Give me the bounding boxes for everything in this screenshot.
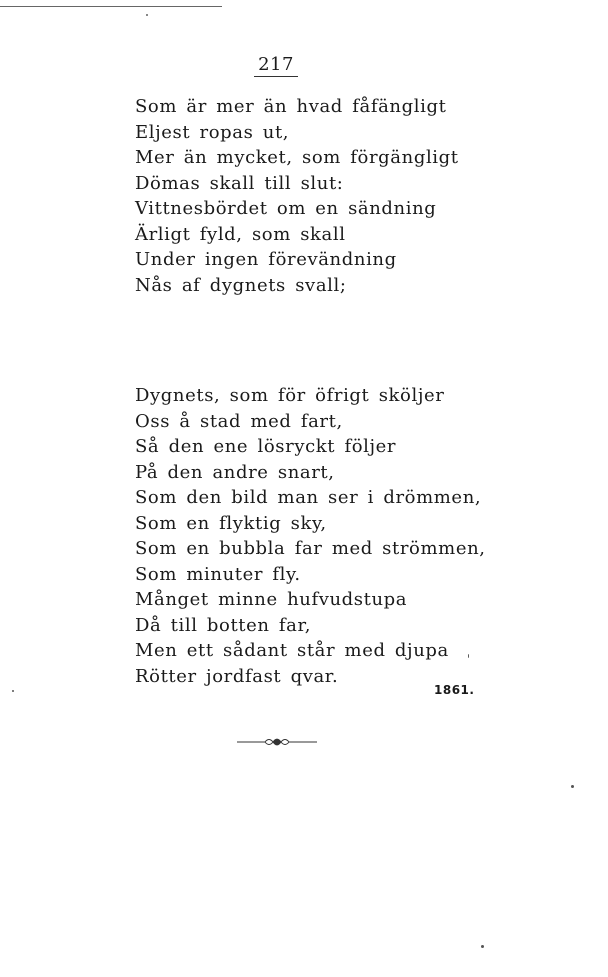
verse-line: Som den bild man ser i drömmen,	[135, 487, 482, 508]
verse-line: Eljest ropas ut,	[135, 121, 290, 143]
verse-line: Månget minne hufvudstupa	[135, 589, 408, 610]
stanza-2	[135, 383, 486, 689]
ink-speck	[12, 690, 14, 692]
ink-speck	[146, 14, 148, 16]
verse-line: Ärligt fyld, som skall	[135, 223, 346, 245]
verse-line: Dömas skall till slut:	[135, 172, 344, 194]
verse-line: Mer än mycket, som förgängligt	[135, 147, 459, 168]
verse-line: Rötter jordfast qvar.	[135, 665, 339, 687]
verse-line: Som är mer än hvad fåfängligt	[135, 96, 447, 117]
page-number: 217	[258, 54, 294, 75]
ink-speck	[571, 785, 574, 788]
verse-line: Men ett sådant står med djupa	[135, 640, 449, 661]
top-edge-rule	[0, 6, 222, 7]
poem-date: 1861.	[434, 683, 475, 697]
page-number-underline	[254, 76, 298, 77]
verse-line: Dygnets, som för öfrigt sköljer	[135, 385, 445, 406]
fleuron-icon	[237, 734, 317, 750]
verse-line: Nås af dygnets svall;	[135, 274, 347, 296]
ink-speck	[468, 654, 469, 658]
verse-line: Som minuter fly.	[135, 563, 301, 585]
verse-line: Under ingen förevändning	[135, 249, 397, 270]
verse-line: Så den ene lösryckt följer	[135, 436, 397, 457]
stanza-1	[135, 94, 459, 298]
verse-line: På den andre snart,	[135, 461, 335, 483]
verse-line: Som en flyktig sky,	[135, 512, 327, 534]
verse-line: Vittnesbördet om en sändning	[135, 198, 437, 219]
verse-line: Då till botten far,	[135, 614, 312, 636]
ink-speck	[481, 945, 484, 948]
verse-line: Som en bubbla far med strömmen,	[135, 538, 486, 559]
verse-line: Oss å stad med fart,	[135, 410, 343, 432]
